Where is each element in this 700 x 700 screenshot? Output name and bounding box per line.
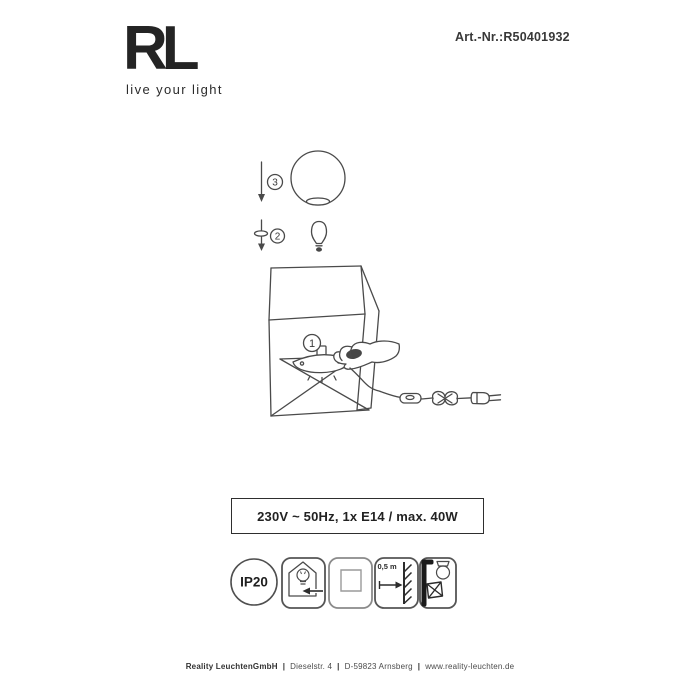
footer-separator: |	[282, 662, 286, 671]
inline-switch	[400, 394, 421, 404]
mounting-surface-icon	[329, 558, 372, 608]
footer-separator: |	[417, 662, 421, 671]
step1-number: 1	[308, 338, 316, 350]
light-bulb-icon	[312, 222, 327, 252]
footer-separator: |	[337, 662, 340, 671]
spec-box	[231, 498, 484, 534]
footer-company: Reality LeuchtenGmbH	[185, 662, 278, 671]
ip20-rating-icon	[231, 559, 277, 605]
crossed-box-glyph	[427, 582, 443, 598]
cord-coil	[433, 391, 458, 404]
spec-rating: 230V ~ 50Hz, 1x E14 / max. 40W	[257, 508, 458, 524]
step3-arrow-down-icon	[258, 162, 265, 202]
step2-arrow-down-icon	[255, 220, 268, 251]
cube-frame	[269, 266, 379, 416]
brand-logo: RL	[123, 14, 194, 83]
step2-badge	[271, 229, 285, 243]
step3-number: 3	[272, 177, 278, 189]
article-number: Art.-Nr.:R50401932	[455, 30, 570, 44]
flammable-surface-warning-icon	[420, 558, 456, 608]
ip20-label: IP20	[240, 574, 268, 590]
assembly-diagram	[230, 140, 520, 440]
wall-distance-icon	[375, 558, 418, 608]
distance-label: 0,5 m	[377, 562, 397, 571]
safety-icons-row	[228, 554, 458, 612]
brand-tagline: live your light	[126, 82, 223, 97]
bulb-replaceable-icon	[282, 558, 325, 608]
ceiling-lamp-glyph	[437, 562, 450, 580]
footer-street: Dieselstr. 4	[290, 662, 333, 671]
footer	[0, 662, 700, 671]
step2-number: 2	[274, 231, 281, 243]
glass-sphere	[291, 151, 345, 205]
step3-badge	[268, 175, 283, 190]
footer-website: www.reality-leuchten.de	[425, 662, 515, 671]
power-plug	[471, 393, 500, 404]
footer-city: D-59823 Arnsberg	[344, 662, 413, 671]
step1-badge	[304, 335, 321, 352]
